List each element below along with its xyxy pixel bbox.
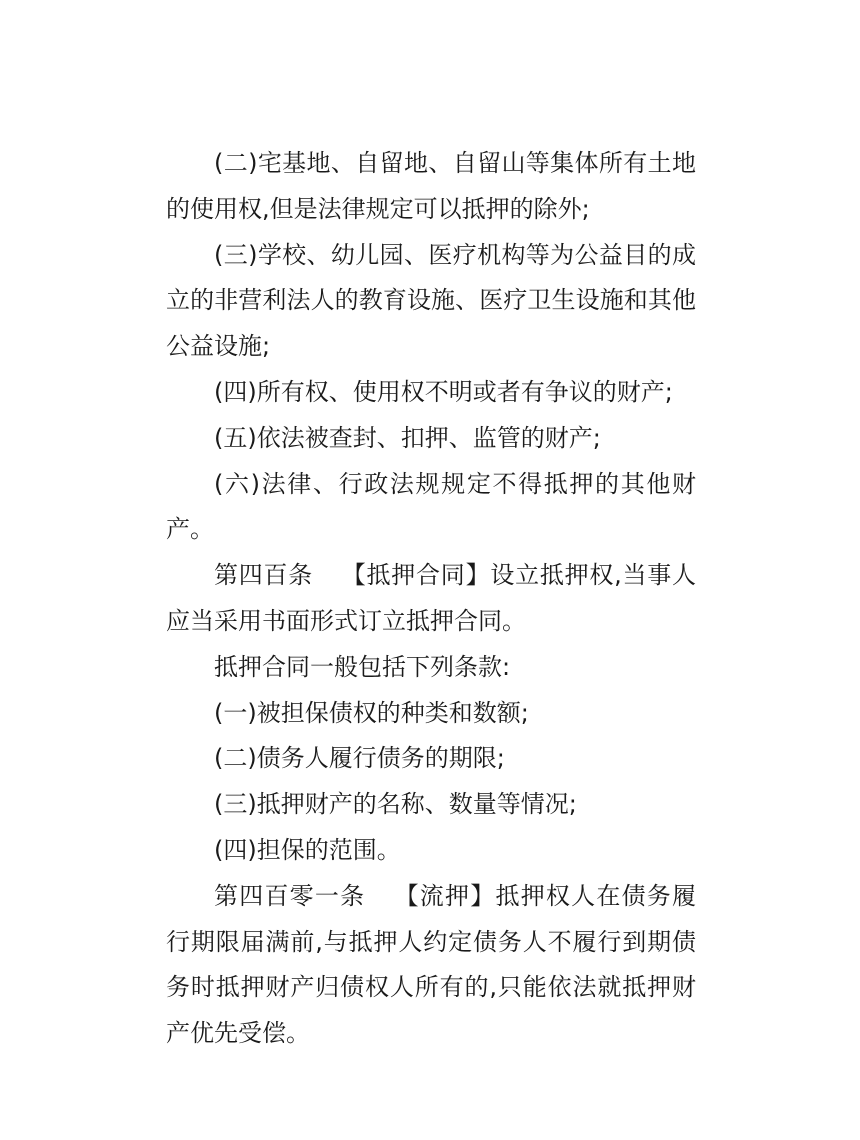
article-401-heading: 【流押】 bbox=[393, 881, 496, 910]
paragraph-item-2: (二)宅基地、自留地、自留山等集体所有土地的使用权,但是法律规定可以抵押的除外; bbox=[166, 149, 696, 223]
document-body bbox=[166, 141, 696, 1057]
clause-item-1: (一)被担保债权的种类和数额; bbox=[214, 698, 529, 727]
article-401-body: 抵押权人在债务履行期限届满前,与抵押人约定债务人不履行到期债务时抵押财产归债权人所有的,只能依法就抵押财产优先受偿。 bbox=[166, 881, 697, 1048]
clause-item-4: (四)担保的范围。 bbox=[214, 835, 401, 864]
clause-item-2: (二)债务人履行债务的期限; bbox=[214, 744, 505, 773]
paragraph-item-6: (六)法律、行政法规规定不得抵押的其他财产。 bbox=[166, 469, 696, 544]
article-401 bbox=[166, 874, 696, 1057]
paragraph-item-3: (三)学校、幼儿园、医疗机构等为公益目的成立的非营利法人的教育设施、医疗卫生设施和其他公益设施; bbox=[166, 240, 696, 361]
article-400-body: 设立抵押权,当事人应当采用书面形式订立抵押合同。 bbox=[166, 561, 697, 635]
paragraph-item-4: (四)所有权、使用权不明或者有争议的财产; bbox=[214, 377, 673, 406]
clause-item-3: (三)抵押财产的名称、数量等情况; bbox=[214, 790, 577, 819]
article-401-number: 第四百零一条 bbox=[214, 881, 366, 910]
article-400-number: 第四百条 bbox=[214, 561, 314, 590]
article-400-heading: 【抵押合同】 bbox=[341, 561, 491, 590]
article-400 bbox=[166, 553, 696, 645]
clauses-intro: 抵押合同一般包括下列条款: bbox=[214, 652, 511, 681]
paragraph-item-5: (五)依法被查封、扣押、监管的财产; bbox=[214, 423, 601, 452]
